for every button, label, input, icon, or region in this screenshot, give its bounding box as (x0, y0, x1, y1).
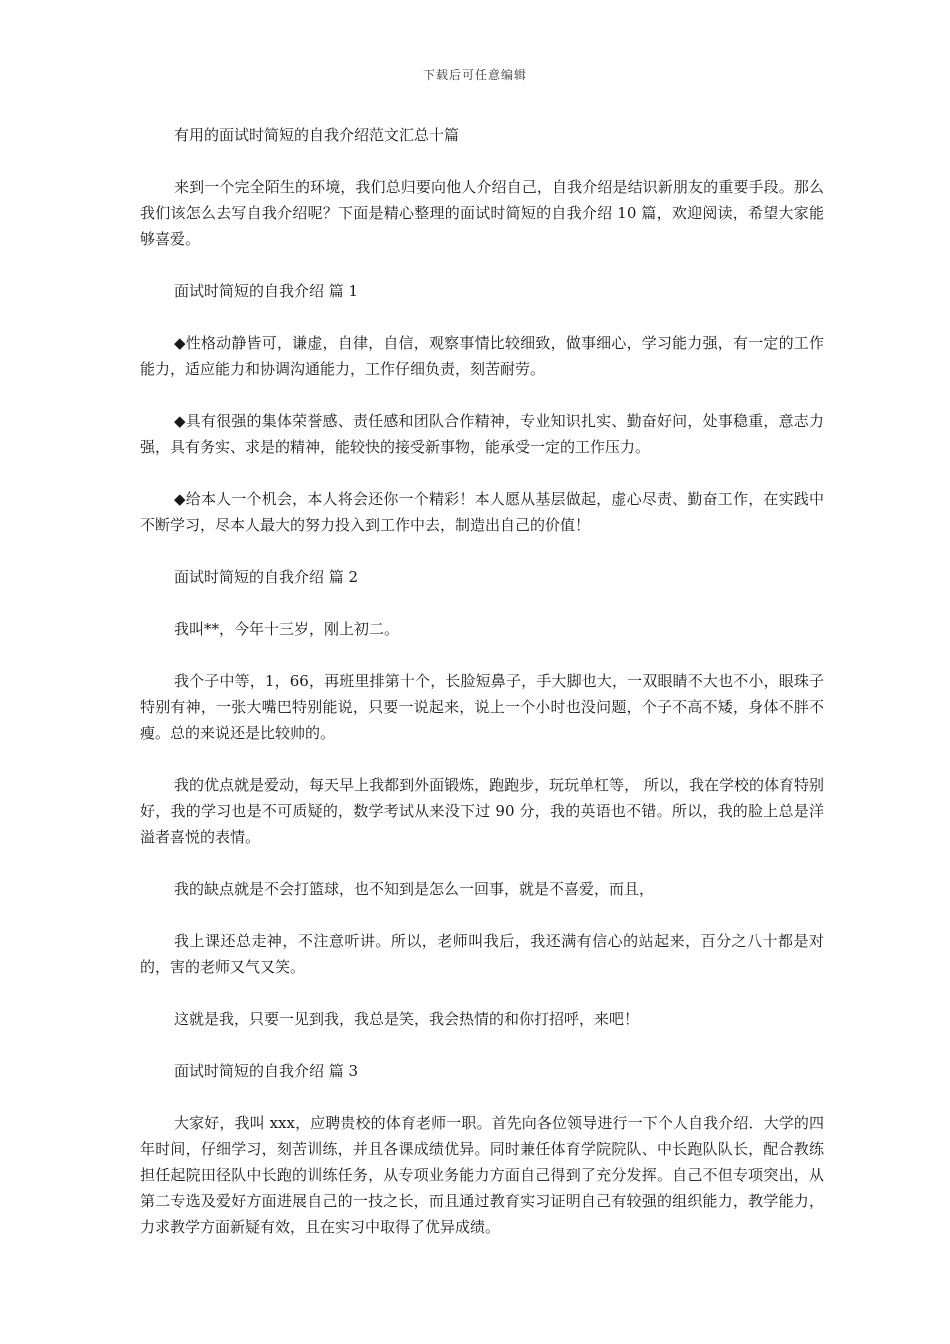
section-2-paragraph: 我的缺点就是不会打篮球，也不知到是怎么一回事，就是不喜爱，而且， (174, 880, 655, 898)
section-1-paragraph: ◆性格动静皆可，谦虚，自律，自信，观察事情比较细致，做事细心，学习能力强，有一定的工作能力，适应能力和协调沟通能力，工作仔细负责，刻苦耐劳。 (140, 334, 824, 378)
document-title: 有用的面试时简短的自我介绍范文汇总十篇 (174, 126, 460, 144)
section-2-paragraph: 这就是我，只要一见到我，我总是笑，我会热情的和你打招呼，来吧！ (174, 1010, 640, 1028)
document-body (140, 122, 824, 1240)
section-3-paragraph: 大家好，我叫 xxx，应聘贵校的体育老师一职。首先向各位领导进行一下个人自我介绍．大学的四年时间，仔细学习，刻苦训练，并且各课成绩优异。同时兼任体育学院院队、中长跑队队长，配合教练担任起院田径队中长跑的训练任务，从专项业务能力方面自己得到了充分发挥。自己不但专项突出，从第二专选及爱好方面进展自己的一技之长，而且通过教育实习证明自己有较强的组织能力，教学能力，力求教学方面新疑有效，且在实习中取得了优异成绩。 (140, 1114, 824, 1236)
section-1-paragraph: ◆给本人一个机会，本人将会还你一个精彩！本人愿从基层做起，虚心尽责、勤奋工作，在实践中不断学习，尽本人最大的努力投入到工作中去，制造出自己的价值！ (140, 490, 824, 534)
section-2-paragraph: 我叫**，今年十三岁，刚上初二。 (174, 620, 400, 638)
section-1-paragraph: ◆具有很强的集体荣誉感、责任感和团队合作精神，专业知识扎实、勤奋好问，处事稳重，意志力强，具有务实、求是的精神，能较快的接受新事物，能承受一定的工作压力。 (140, 412, 824, 456)
section-1-heading: 面试时简短的自我介绍 篇 1 (174, 282, 359, 300)
section-2-paragraph: 我的优点就是爱动，每天早上我都到外面锻炼，跑跑步，玩玩单杠等， 所以，我在学校的体育特别好，我的学习也是不可质疑的，数学考试从来没下过 90 分，我的英语也不错。所以，我的脸上总是洋溢者喜悦的表情。 (140, 776, 824, 846)
section-3-heading: 面试时简短的自我介绍 篇 3 (174, 1062, 359, 1080)
section-2-paragraph: 我上课还总走神，不注意听讲。所以，老师叫我后，我还满有信心的站起来，百分之八十都是对的，害的老师又气又笑。 (140, 932, 824, 976)
intro-paragraph: 来到一个完全陌生的环境，我们总归要向他人介绍自己，自我介绍是结识新朋友的重要手段。那么我们该怎么去写自我介绍呢？下面是精心整理的面试时简短的自我介绍 10 篇，欢迎阅读，希望大家能够喜爱。 (140, 178, 824, 248)
section-2-paragraph: 我个子中等，1，66，再班里排第十个，长脸短鼻子，手大脚也大，一双眼睛不大也不小，眼珠子特别有神，一张大嘴巴特别能说，只要一说起来，说上一个小时也没问题，个子不高不矮，身体不胖不瘦。总的来说还是比较帅的。 (140, 672, 824, 742)
section-2-heading: 面试时简短的自我介绍 篇 2 (174, 568, 359, 586)
header-note: 下载后可任意编辑 (422, 68, 527, 82)
